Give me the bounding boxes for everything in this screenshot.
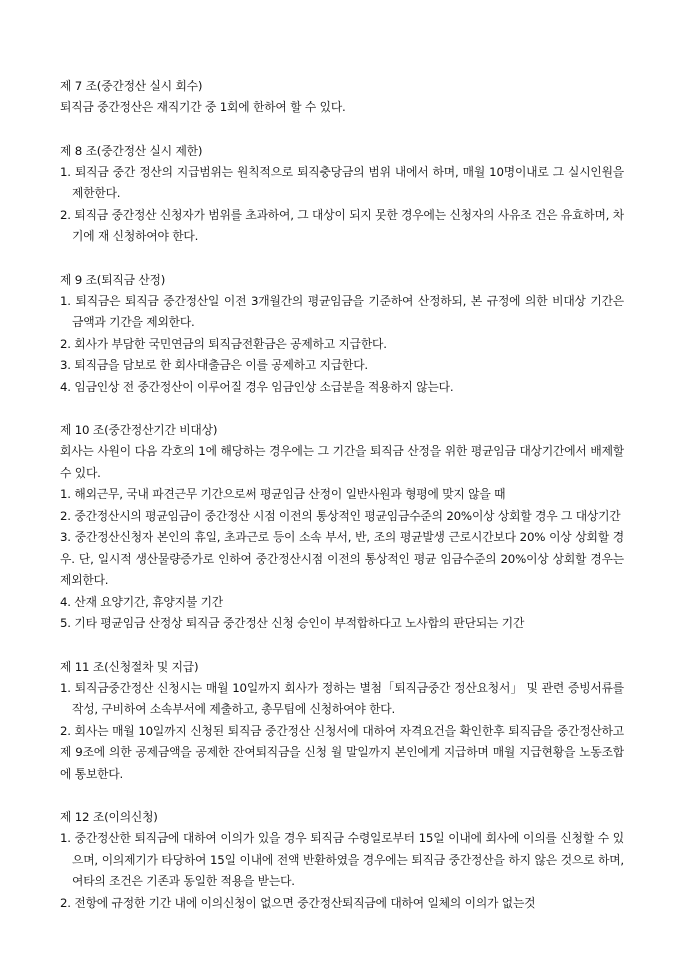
- article-item: 1. 중간정산한 퇴직금에 대하여 이의가 있을 경우 퇴직금 수령일로부터 15일 이내에 회사에 이의를 신청할 수 있으며, 이의제기가 타당하여 15일 이내에 전액 반환하였을 경우에는 퇴직금 중간정산을 하지 않은 것으로 하며, 여타의 조건은 기존과 동일한 적용을 받는다.: [60, 831, 624, 888]
- article-item: 2. 퇴직금 중간정산 신청자가 범위를 초과하여, 그 대상이 되지 못한 경우에는 신청자의 사유조 건은 유효하며, 차기에 재 신청하여야 한다.: [60, 207, 624, 243]
- article-item: 2. 전항에 규정한 기간 내에 이의신청이 없으면 중간정산퇴직금에 대하여 일체의 이의가 없는것: [60, 895, 536, 910]
- article-item: 2. 회사가 부담한 국민연금의 퇴직금전환금은 공제하고 지급한다.: [60, 336, 387, 351]
- article-title: 제 10 조(중간정산기간 비대상): [60, 423, 218, 437]
- article-item: 1. 해외근무, 국내 파견근무 기간으로써 평균임금 산정이 일반사원과 형평에 맞지 않을 때: [60, 487, 506, 501]
- article-item: 5. 기타 평균임금 산정상 퇴직금 중간정산 신청 승인이 부적합하다고 노사합의 판단되는 기간: [60, 616, 525, 630]
- article-title: 제 8 조(중간정산 실시 제한): [60, 143, 203, 158]
- article-section: [60, 141, 624, 248]
- article-item: 2. 중간정산시의 평균임금이 중간정산 시점 이전의 통상적인 평균임금수준의 20%이상 상회할 경우 그 대상기간: [60, 508, 621, 523]
- article-title: 제 7 조(중간정산 실시 회수): [60, 79, 203, 93]
- article-paragraph: 퇴직금 중간정산은 재직기간 중 1회에 한하여 할 수 있다.: [60, 100, 346, 114]
- article-title: 제 11 조(신청절차 및 지급): [60, 659, 199, 674]
- article-item: 3. 퇴직금을 담보로 한 회사대출금은 이를 공제하고 지급한다.: [60, 358, 368, 372]
- article-paragraph: 회사는 사원이 다음 각호의 1에 해당하는 경우에는 그 기간을 퇴직금 산정을 위한 평균임금 대상기간에서 배제할 수 있다.: [60, 444, 624, 480]
- article-section: [60, 657, 624, 786]
- article-title: 제 9 조(퇴직금 산정): [60, 272, 166, 287]
- article-item: 3. 중간정산신청자 본인의 휴일, 초과근로 등이 소속 부서, 반, 조의 평균발생 근로시간보다 20% 이상 상회할 경우. 단, 일시적 생산물량증가로 인하여 중간정산시점 이전의 통상적인 평균 임금수준의 20%이상 상회할 경우는 제외한다.: [60, 530, 624, 587]
- article-item: 4. 산재 요양기간, 휴양지불 기간: [60, 594, 223, 609]
- article-section: [60, 270, 624, 399]
- article-section: [60, 420, 624, 635]
- article-item: 1. 퇴직금중간정산 신청시는 매월 10일까지 회사가 정하는 별첨「퇴직금중간 정산요청서」 및 관련 증빙서류를 작성, 구비하여 소속부서에 제출하고, 총무팀에 신청하여야 한다.: [60, 680, 624, 716]
- article-item: 1. 퇴직금 중간 정산의 지급범위는 원칙적으로 퇴직충당금의 범위 내에서 하며, 매월 10명이내로 그 실시인원을 제한한다.: [60, 164, 624, 200]
- article-item: 1. 퇴직금은 퇴직금 중간정산일 이전 3개월간의 평균임금을 기준하여 산정하되, 본 규정에 의한 비대상 기간은 금액과 기간을 제외한다.: [60, 293, 624, 329]
- article-item: 4. 임금인상 전 중간정산이 이루어질 경우 임금인상 소급분을 적용하지 않는다.: [60, 379, 454, 394]
- article-section: [60, 807, 624, 914]
- article-title: 제 12 조(이의신청): [60, 810, 158, 824]
- article-item: 2. 회사는 매월 10일까지 신청된 퇴직금 중간정산 신청서에 대하여 자격요건을 확인한후 퇴직금을 중간정산하고 제 9조에 의한 공제금액을 공제한 잔여퇴직금을 신청 월 말일까지 본인에게 지급하며 매월 지급현황을 노동조합에 통보한다.: [60, 723, 624, 781]
- article-section: [60, 76, 624, 119]
